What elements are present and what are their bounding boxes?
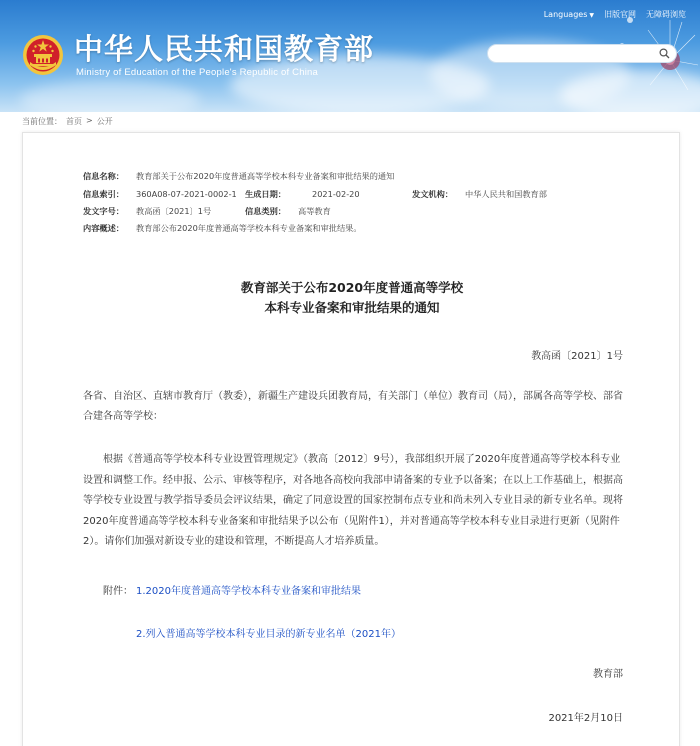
top-links <box>544 9 686 20</box>
attachments-label: 附件： <box>103 586 133 597</box>
search-box <box>487 44 677 63</box>
info-name-value: 教育部关于公布2020年度普通高等学校本科专业备案和审批结果的通知 <box>136 171 395 181</box>
breadcrumb-prefix: 当前位置： <box>22 117 62 126</box>
search-icon[interactable] <box>659 48 670 59</box>
search-input[interactable] <box>496 50 656 67</box>
summary-label: 内容概述： <box>83 223 124 233</box>
date-value: 2021-02-20 <box>312 189 360 199</box>
site-subtitle: Ministry of Education of the People's Republic of China <box>76 67 318 78</box>
accessibility-link[interactable]: 无障碍浏览 <box>646 10 686 19</box>
chevron-down-icon: ▼ <box>589 12 594 19</box>
header-cloud <box>20 80 200 112</box>
document-recipients: 各省、自治区、直辖市教育厅（教委），新疆生产建设兵团教育局，有关部门（单位）教育司（局），部属各高等学校、部省合建各高等学校： <box>83 391 623 422</box>
info-name-label: 信息名称： <box>83 171 124 181</box>
article-card <box>22 132 680 746</box>
breadcrumb-current[interactable]: 公开 <box>96 117 113 126</box>
old-version-link[interactable]: 旧版官网 <box>604 10 636 19</box>
attachment-link-1[interactable]: 1.2020年度普通高等学校本科专业备案和审批结果 <box>136 586 361 597</box>
breadcrumb-separator: > <box>86 116 93 125</box>
document-body: 根据《普通高等学校本科专业设置管理规定》（教高〔2012〕9号），我部组织开展了2020年度普通高等学校本科专业设置和调整工作。经申报、公示、审核等程序，对各地各高校向我部申请备案的专业予以备案；在以上工作基础上，根据高等学校专业设置与教学指导委员会评议结果，确定了同意设置的国家控制布点专业和尚未列入专业目录的新专业名单。现将2020年度普通高等学校本科专业备案和审批结果予以公布（见附件1），并对普通高等学校本科专业目录进行更新（见附件2）。请你们加强对新设专业的建设和管理，不断提高人才培养质量。 <box>83 454 623 547</box>
document-title-line2: 本科专业备案和审批结果的通知 <box>264 300 440 315</box>
document-signature: 教育部 <box>593 669 623 680</box>
issuer-label: 发文机构： <box>412 189 453 199</box>
languages-menu[interactable] <box>544 10 594 19</box>
site-title: 中华人民共和国教育部 <box>74 32 375 66</box>
breadcrumb <box>22 116 113 127</box>
document-title-line1: 教育部关于公布2020年度普通高等学校 <box>240 280 464 295</box>
document-number: 教高函〔2021〕1号 <box>531 351 623 362</box>
languages-label: Languages <box>543 10 588 19</box>
issuer-value: 中华人民共和国教育部 <box>465 189 547 199</box>
date-label: 生成日期： <box>245 189 286 199</box>
attachment-link-2[interactable]: 2.列入普通高等学校本科专业目录的新专业名单（2021年） <box>136 629 401 640</box>
breadcrumb-home[interactable]: 首页 <box>66 117 82 126</box>
site-header <box>0 0 700 112</box>
document-title <box>23 278 681 318</box>
index-value: 360A08-07-2021-0002-1 <box>136 189 237 199</box>
document-sign-date: 2021年2月10日 <box>548 713 623 724</box>
national-emblem-icon <box>22 34 64 76</box>
category-label: 信息类别： <box>245 206 286 216</box>
doc-no-value: 教高函〔2021〕1号 <box>136 206 212 216</box>
summary-value: 教育部公布2020年度普通高等学校本科专业备案和审批结果。 <box>136 223 362 233</box>
doc-no-label: 发文字号： <box>83 206 124 216</box>
index-label: 信息索引： <box>83 189 124 199</box>
category-value: 高等教育 <box>298 206 331 216</box>
